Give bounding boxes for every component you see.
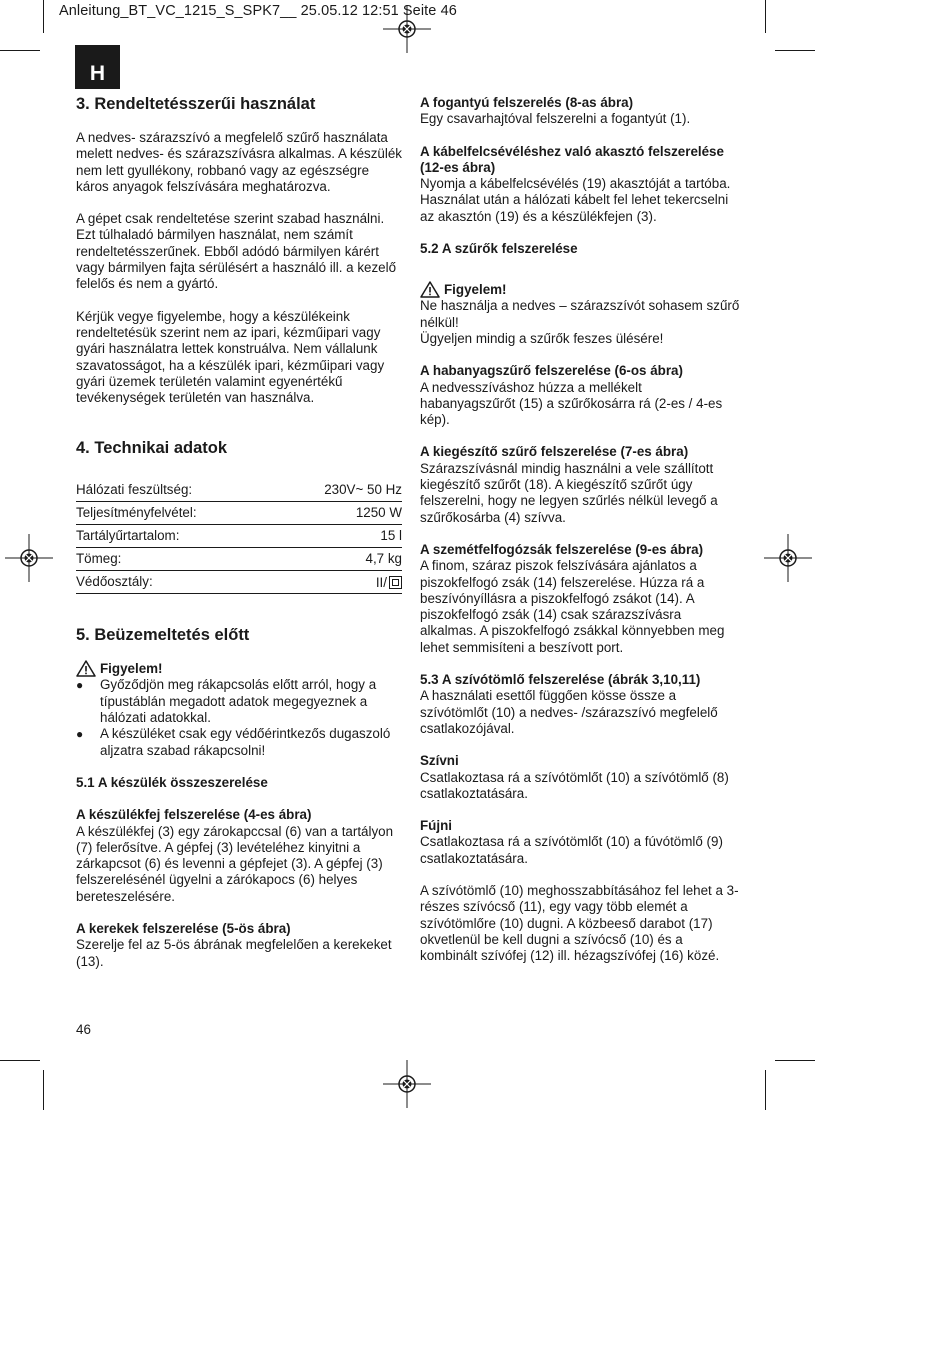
section-3-title: 3. Rendeltetésszerűi használat [76, 95, 316, 113]
warning-text: Figyelem! [444, 281, 507, 297]
subsection-title: A kábelfelcsévéléshez való akasztó felszerelése (12-es ábra) [420, 143, 724, 175]
left-column [76, 94, 402, 970]
warning-triangle-icon [76, 660, 96, 677]
subsection-title: 5.2 A szűrők felszerelése [420, 241, 578, 257]
subsection-title: A kiegészítő szűrő felszerelése (7-es ábra) [420, 444, 689, 460]
paragraph: A finom, száraz piszok felszívására ajánlatos a piszokfelfogó zsák (14) felszerelése. Húzza rá a beszívónyíllásra a piszokfelfogó zsákot (14). A piszokfelfogó zsák (14) csak szárazszívásra alkalmas. A piszokfelfogó zsákkal könnyebben meg lehet semmisíteni a beszívott port. [420, 558, 725, 655]
crop-mark [765, 0, 766, 33]
subsection-title: Fújni [420, 818, 452, 834]
spec-row [76, 526, 402, 548]
spec-row [76, 572, 402, 594]
paragraph: Nyomja a kábelfelcsévélés (19) akasztóját a tartóba. Használat után a hálózati kábelt fel lehet tekercselni az akasztón (19) és a készülékfejen (3). [420, 176, 731, 224]
subsection-title: A fogantyú felszerelés (8-as ábra) [420, 95, 634, 110]
spec-label: Tömeg: [76, 551, 122, 567]
warning-label [76, 660, 402, 677]
spec-table [76, 480, 402, 594]
subsection-title: A kerekek felszerelése (5-ös ábra) [76, 921, 291, 937]
paragraph: Szerelje fel az 5-ös ábrának megfelelően a kerekeket (13). [76, 937, 392, 969]
bullet-text: Győződjön meg rákapcsolás előtt arról, hogy a típustáblán megadott adatok megegyeznek a hálózati adatokkal. [100, 677, 377, 726]
crop-mark [775, 1060, 815, 1061]
bullet-text: A készüléket csak egy védőérintkezős dugaszoló aljzatra szabad rákapcsolni! [100, 726, 391, 758]
warning-label [420, 281, 740, 298]
subsection-title: A készülékfej felszerelése (4-es ábra) [76, 807, 312, 823]
bullet-item [76, 726, 402, 759]
warning-triangle-icon [420, 281, 440, 298]
spec-value: II/ [375, 575, 387, 591]
spec-value: 1250 W [355, 505, 402, 521]
subsection-title: A szemétfelfogózsák felszerelése (9-es ábra) [420, 541, 704, 557]
section-4-title: 4. Technikai adatok [76, 439, 227, 458]
crop-mark [775, 50, 815, 51]
spec-label: Tartályűrtartalom: [76, 528, 180, 544]
paragraph: Ügyeljen mindig a szűrők feszes ülésére! [420, 330, 664, 346]
paragraph: A nedves- szárazszívó a megfelelő szűrő használata melett nedves- és szárazszívásra alkalmas. A készülék nem lett gyullékony, robbanó vagy az egészségre káros anyagok felszívására meghatározva. [76, 130, 402, 194]
subsection-title: A habanyagszűrő felszerelése (6-os ábra) [420, 363, 683, 379]
paragraph: A használati esettől függően kösse össze a szívótömlőt (10) a nedves- /szárazszívó megfelelő csatlakozójával. [420, 688, 718, 736]
protection-class-ii-icon [389, 576, 402, 589]
paragraph: A gépet csak rendeltetése szerint szabad használni. Ezt túlhaladó bármilyen használat, nem számít rendeltetésszerűnek. Ebből adódó bármilyen kárért vagy bármilyen fajta sérülésért a használó ill. a kezelő felelős és nem a gyártó. [76, 211, 397, 292]
spec-label: Teljesítményfelvétel: [76, 505, 197, 521]
paragraph: A nedvesszíváshoz húzza a mellékelt habanyagszűrőt (15) a szűrőkosárra rá (2-es / 4-es kép). [420, 379, 723, 428]
subsection-title: Szívni [420, 753, 459, 769]
subsection-title: 5.1 A készülék összeszerelése [76, 774, 268, 790]
paragraph: Kérjük vegye figyelembe, hogy a készülékeink rendeltetésük szerint nem az ipari, kézműipari vagy gyári használatra lettek konstruálva. Nem vállalunk szavatosságot, ha a készülék ipari, kézműipari vagy gyári üzemek területén valamint egyenértékű tevékenységek területén van használva. [76, 308, 385, 406]
paragraph: A készülékfej (3) egy zárokapccsal (6) van a tartályon (7) felerősítve. A gépfej (3) levételéhez kinyitni a zárkapcsot (6) és levenni a gépfejet (3). A gépfej (3) felszerelésénél ügyelni a zárókapocs (6) helyes bereteszelésére. [76, 823, 394, 904]
registration-mark-icon [383, 1060, 431, 1108]
bullet-icon: ● [76, 727, 84, 742]
paragraph: Csatlakoztasa rá a szívótömlőt (10) a fúvótömlő (9) csatlakoztatására. [420, 834, 723, 866]
page-number: 46 [76, 1022, 91, 1037]
right-column [420, 95, 740, 964]
spec-row [76, 549, 402, 571]
registration-mark-icon [5, 534, 53, 582]
crop-mark [0, 50, 40, 51]
paragraph: A szívótömlő (10) meghosszabbításához fel lehet a 3-részes szívócső (11), egy vagy több elemét a szívótömlőre (10) dugni. A közbeeső darabot (17) okvetlenül be kell dugni a szívócső (10) és a kombinált szívófej (12) ill. hézagszívófej (16) közé. [420, 882, 739, 964]
crop-mark [43, 0, 44, 33]
bullet-item [76, 677, 402, 726]
paragraph: Egy csavarhajtóval felszerelni a fogantyút (1). [420, 111, 691, 127]
bullet-icon: ● [76, 678, 84, 693]
spec-value: 230V~ 50 Hz [324, 482, 402, 498]
crop-mark [43, 1070, 44, 1110]
subsection-title: 5.3 A szívótömlő felszerelése (ábrák 3,10,11) [420, 672, 701, 688]
spec-value: 15 l [380, 528, 402, 544]
registration-mark-icon [764, 534, 812, 582]
paragraph: Csatlakoztasa rá a szívótömlőt (10) a szívótömlő (8) csatlakoztatására. [420, 769, 729, 801]
language-tab: H [75, 45, 120, 89]
spec-row [76, 503, 402, 525]
paragraph: Szárazszívásnál mindig használni a vele szállított kiegészítő szűrőt (18). A kiegészítő szűrőt úgy felszerelni, hogy ne legyen szűrlés nélkül levegő a szűrőkosárba (4) szívva. [420, 460, 718, 525]
warning-text: Figyelem! [100, 660, 163, 676]
print-header: Anleitung_BT_VC_1215_S_SPK7__ 25.05.12 12:51 Seite 46 [59, 3, 457, 19]
spec-row [76, 480, 402, 502]
spec-label: Hálózati feszültség: [76, 482, 193, 498]
spec-value-wrap [376, 572, 402, 593]
spec-label: Védőosztály: [76, 574, 153, 590]
section-5-title: 5. Beüzemeltetés előtt [76, 626, 250, 645]
crop-mark [765, 1070, 766, 1110]
crop-mark [0, 1060, 40, 1061]
paragraph: Ne használja a nedves – szárazszívót sohasem szűrő nélkül! [420, 298, 740, 330]
spec-value: 4,7 kg [365, 551, 402, 567]
